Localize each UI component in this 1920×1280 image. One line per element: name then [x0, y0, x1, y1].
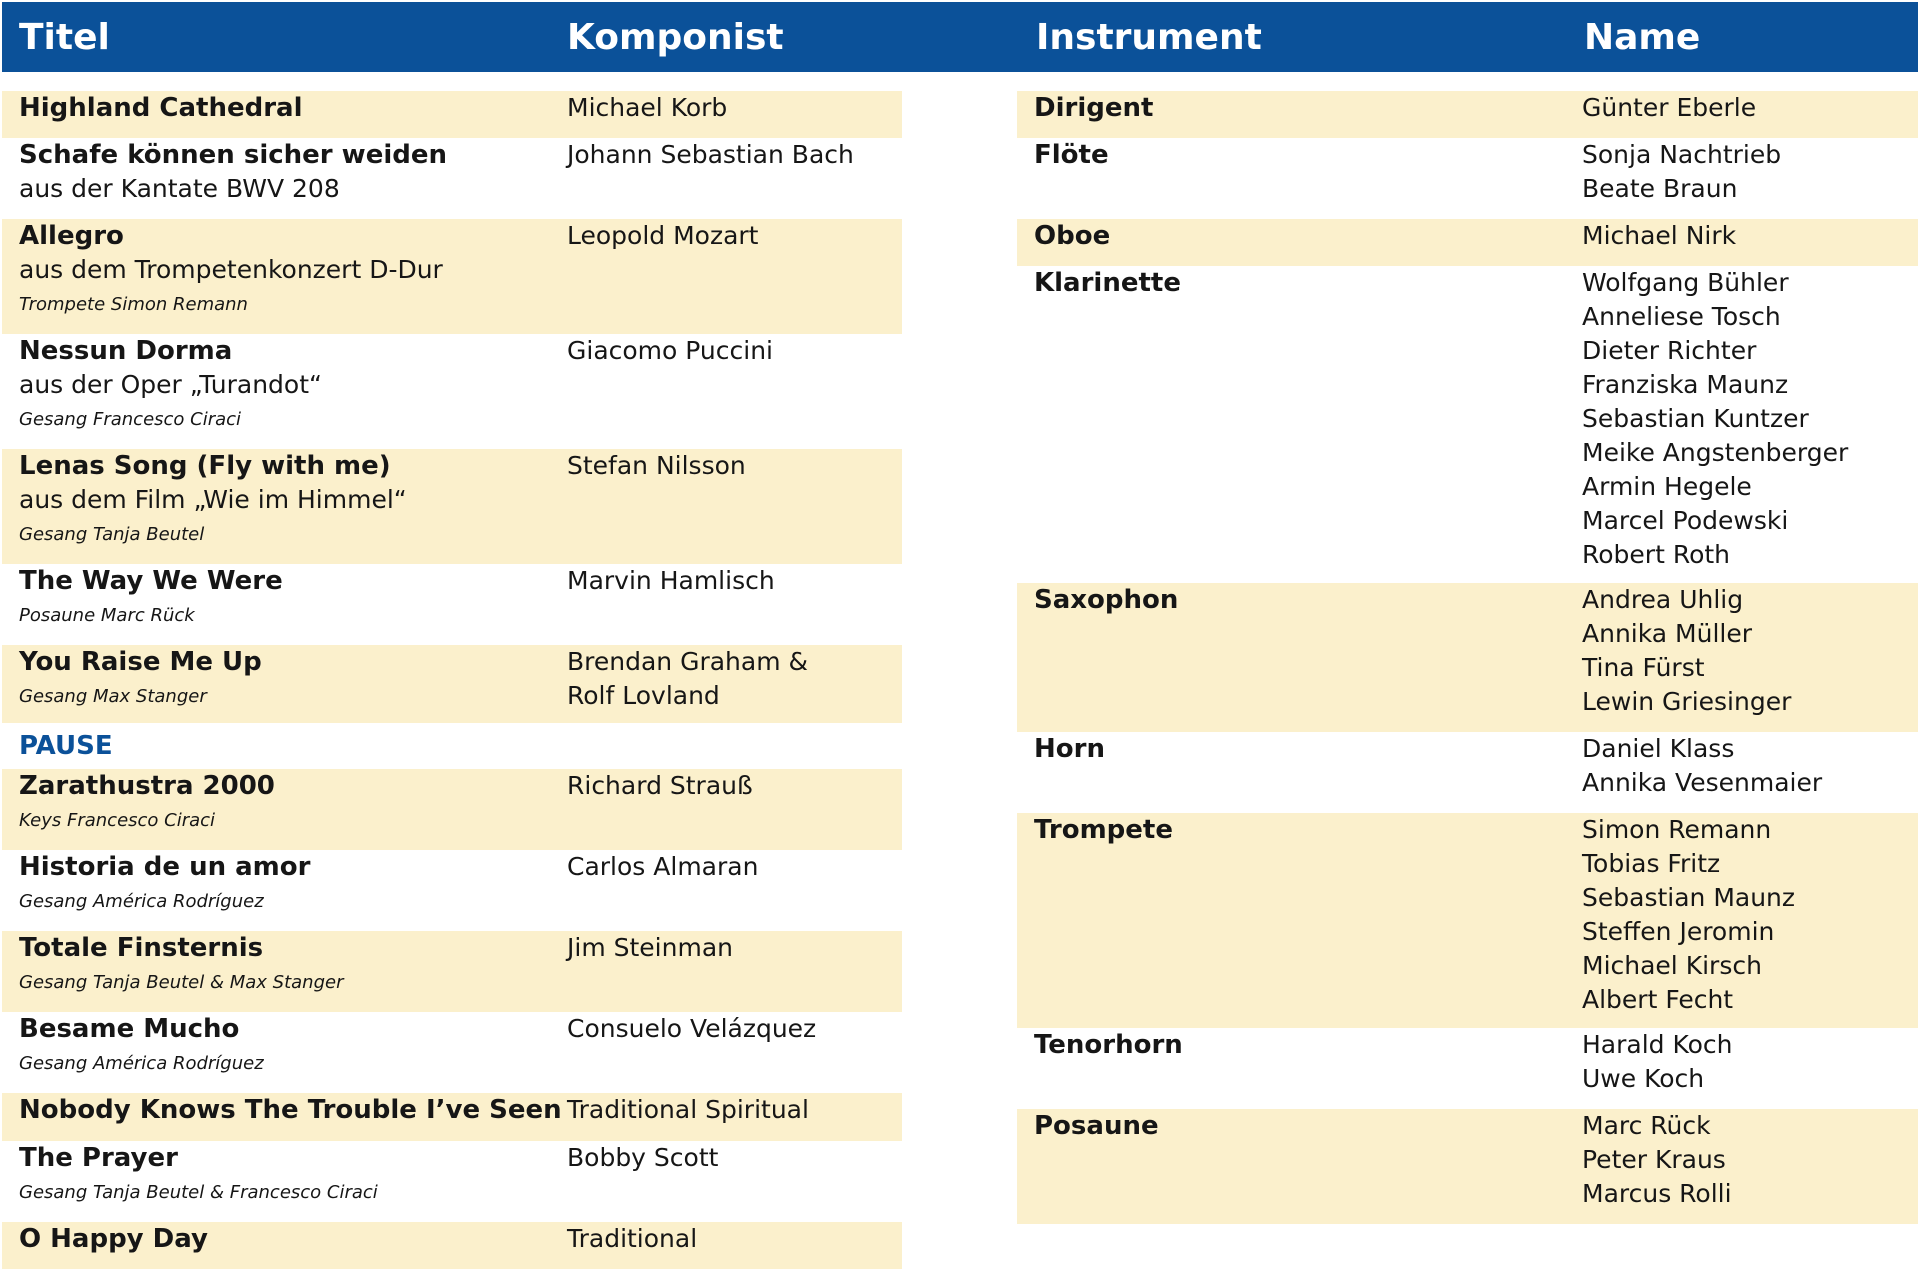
piece-performer: Gesang Max Stanger — [19, 686, 207, 707]
musician-name: Marcus Rolli — [1582, 1179, 1732, 1208]
musician-name: Annika Müller — [1582, 619, 1753, 648]
musician-names — [1582, 219, 1736, 253]
instrument-label: Posaune — [1034, 1111, 1159, 1141]
musician-names — [1582, 732, 1822, 800]
program-row — [2, 769, 902, 850]
musician-name: Andrea Uhlig — [1582, 585, 1744, 614]
musician-name: Michael Nirk — [1582, 221, 1737, 250]
composer-line: Rolf Lovland — [567, 681, 720, 710]
pause-row — [2, 723, 902, 769]
musician-names — [1582, 813, 1795, 1017]
piece-title: Historia de un amor — [19, 852, 311, 882]
piece-title: Besame Mucho — [19, 1014, 240, 1044]
program-row — [2, 1012, 902, 1093]
musician-name: Armin Hegele — [1582, 472, 1752, 501]
musician-names — [1582, 1109, 1732, 1211]
piece-composer: Consuelo Velázquez — [567, 1014, 817, 1043]
program-row — [2, 219, 902, 334]
program-table — [2, 91, 902, 1269]
musician-name: Peter Kraus — [1582, 1145, 1726, 1174]
musician-name: Dieter Richter — [1582, 336, 1757, 365]
piece-title: Allegro — [19, 221, 124, 251]
piece-title: Totale Finsternis — [19, 933, 264, 963]
ensemble-row — [1017, 1028, 1918, 1109]
instrument-label: Tenorhorn — [1034, 1030, 1183, 1060]
musician-name: Annika Vesenmaier — [1582, 768, 1823, 797]
column-header-titel: Titel — [19, 17, 110, 58]
piece-title: Highland Cathedral — [19, 93, 303, 123]
musician-name: Michael Kirsch — [1582, 951, 1762, 980]
instrument-label: Trompete — [1034, 815, 1173, 845]
ensemble-table — [1017, 91, 1918, 1224]
piece-title: Nessun Dorma — [19, 336, 233, 366]
piece-title: Schafe können sicher weiden — [19, 140, 447, 170]
instrument-label: Flöte — [1034, 140, 1109, 170]
piece-composer: Traditional — [567, 1224, 698, 1253]
piece-title: Zarathustra 2000 — [19, 771, 275, 801]
musician-names — [1582, 138, 1781, 206]
table-header-bar — [2, 2, 1918, 72]
instrument-label: Saxophon — [1034, 585, 1179, 615]
musician-name: Robert Roth — [1582, 540, 1731, 569]
ensemble-row — [1017, 1109, 1918, 1224]
musician-name: Sonja Nachtrieb — [1582, 140, 1782, 169]
musician-name: Meike Angstenberger — [1582, 438, 1849, 467]
piece-composer: Carlos Almaran — [567, 852, 759, 881]
program-row — [2, 850, 902, 931]
piece-composer: Johann Sebastian Bach — [567, 140, 854, 169]
pause-label: PAUSE — [19, 731, 113, 761]
musician-name: Anneliese Tosch — [1582, 302, 1781, 331]
piece-subtitle: aus der Kantate BWV 208 — [19, 174, 340, 203]
musician-name: Albert Fecht — [1582, 985, 1734, 1014]
piece-composer: Bobby Scott — [567, 1143, 719, 1172]
ensemble-row — [1017, 732, 1918, 813]
program-row — [2, 564, 902, 645]
ensemble-row — [1017, 813, 1918, 1028]
musician-name: Marcel Podewski — [1582, 506, 1789, 535]
piece-performer: Gesang Tanja Beutel & Max Stanger — [19, 972, 344, 993]
piece-title: The Prayer — [19, 1143, 178, 1173]
piece-performer: Gesang Tanja Beutel — [19, 524, 205, 545]
piece-performer: Gesang Francesco Ciraci — [19, 409, 242, 430]
musician-name: Steffen Jeromin — [1582, 917, 1775, 946]
musician-name: Lewin Griesinger — [1582, 687, 1792, 716]
program-row — [2, 1222, 902, 1269]
piece-composer: Richard Strauß — [567, 771, 753, 800]
piece-performer: Posaune Marc Rück — [19, 605, 195, 626]
piece-composer: Leopold Mozart — [567, 221, 759, 250]
ensemble-row — [1017, 583, 1918, 732]
musician-name: Daniel Klass — [1582, 734, 1735, 763]
musician-names — [1582, 1028, 1733, 1096]
ensemble-row — [1017, 91, 1918, 138]
piece-composer — [567, 645, 808, 713]
program-row — [2, 645, 902, 723]
piece-composer: Stefan Nilsson — [567, 451, 746, 480]
musician-name: Harald Koch — [1582, 1030, 1733, 1059]
piece-performer: Trompete Simon Remann — [19, 294, 248, 315]
musician-name: Uwe Koch — [1582, 1064, 1705, 1093]
musician-name: Tobias Fritz — [1582, 849, 1721, 878]
musician-name: Tina Fürst — [1582, 653, 1705, 682]
piece-composer: Marvin Hamlisch — [567, 566, 775, 595]
piece-performer: Gesang América Rodríguez — [19, 1053, 264, 1074]
instrument-label: Horn — [1034, 734, 1105, 764]
piece-subtitle: aus dem Film „Wie im Himmel“ — [19, 485, 407, 514]
program-row — [2, 931, 902, 1012]
musician-name: Simon Remann — [1582, 815, 1772, 844]
piece-composer: Giacomo Puccini — [567, 336, 773, 365]
program-row — [2, 1141, 902, 1222]
piece-composer: Jim Steinman — [567, 933, 733, 962]
piece-title: Nobody Knows The Trouble I’ve Seen — [19, 1095, 562, 1125]
program-row — [2, 138, 902, 219]
musician-name: Günter Eberle — [1582, 93, 1757, 122]
instrument-label: Dirigent — [1034, 93, 1154, 123]
instrument-label: Oboe — [1034, 221, 1111, 251]
composer-line: Brendan Graham & — [567, 647, 809, 676]
piece-composer: Michael Korb — [567, 93, 728, 122]
column-header-komponist: Komponist — [567, 17, 784, 58]
piece-title: Lenas Song (Fly with me) — [19, 451, 391, 481]
musician-name: Sebastian Maunz — [1582, 883, 1796, 912]
piece-title: You Raise Me Up — [19, 647, 262, 677]
program-row — [2, 1093, 902, 1141]
musician-name: Franziska Maunz — [1582, 370, 1789, 399]
piece-title: O Happy Day — [19, 1224, 208, 1254]
musician-name: Marc Rück — [1582, 1111, 1711, 1140]
column-header-name: Name — [1584, 17, 1701, 58]
program-row — [2, 334, 902, 449]
musician-name: Beate Braun — [1582, 174, 1738, 203]
piece-subtitle: aus dem Trompetenkonzert D-Dur — [19, 255, 443, 284]
piece-performer: Gesang América Rodríguez — [19, 891, 264, 912]
ensemble-row — [1017, 138, 1918, 219]
ensemble-row — [1017, 266, 1918, 583]
ensemble-row — [1017, 219, 1918, 266]
musician-name: Sebastian Kuntzer — [1582, 404, 1809, 433]
musician-names — [1582, 266, 1848, 572]
program-row — [2, 449, 902, 564]
instrument-label: Klarinette — [1034, 268, 1181, 298]
musician-name: Wolfgang Bühler — [1582, 268, 1789, 297]
piece-subtitle: aus der Oper „Turandot“ — [19, 370, 322, 399]
piece-composer: Traditional Spiritual — [567, 1095, 809, 1124]
program-row — [2, 91, 902, 138]
musician-names — [1582, 583, 1791, 719]
piece-performer: Gesang Tanja Beutel & Francesco Ciraci — [19, 1182, 378, 1203]
musician-names — [1582, 91, 1756, 125]
column-header-instrument: Instrument — [1036, 17, 1262, 58]
piece-performer: Keys Francesco Ciraci — [19, 810, 216, 831]
piece-title: The Way We Were — [19, 566, 283, 596]
